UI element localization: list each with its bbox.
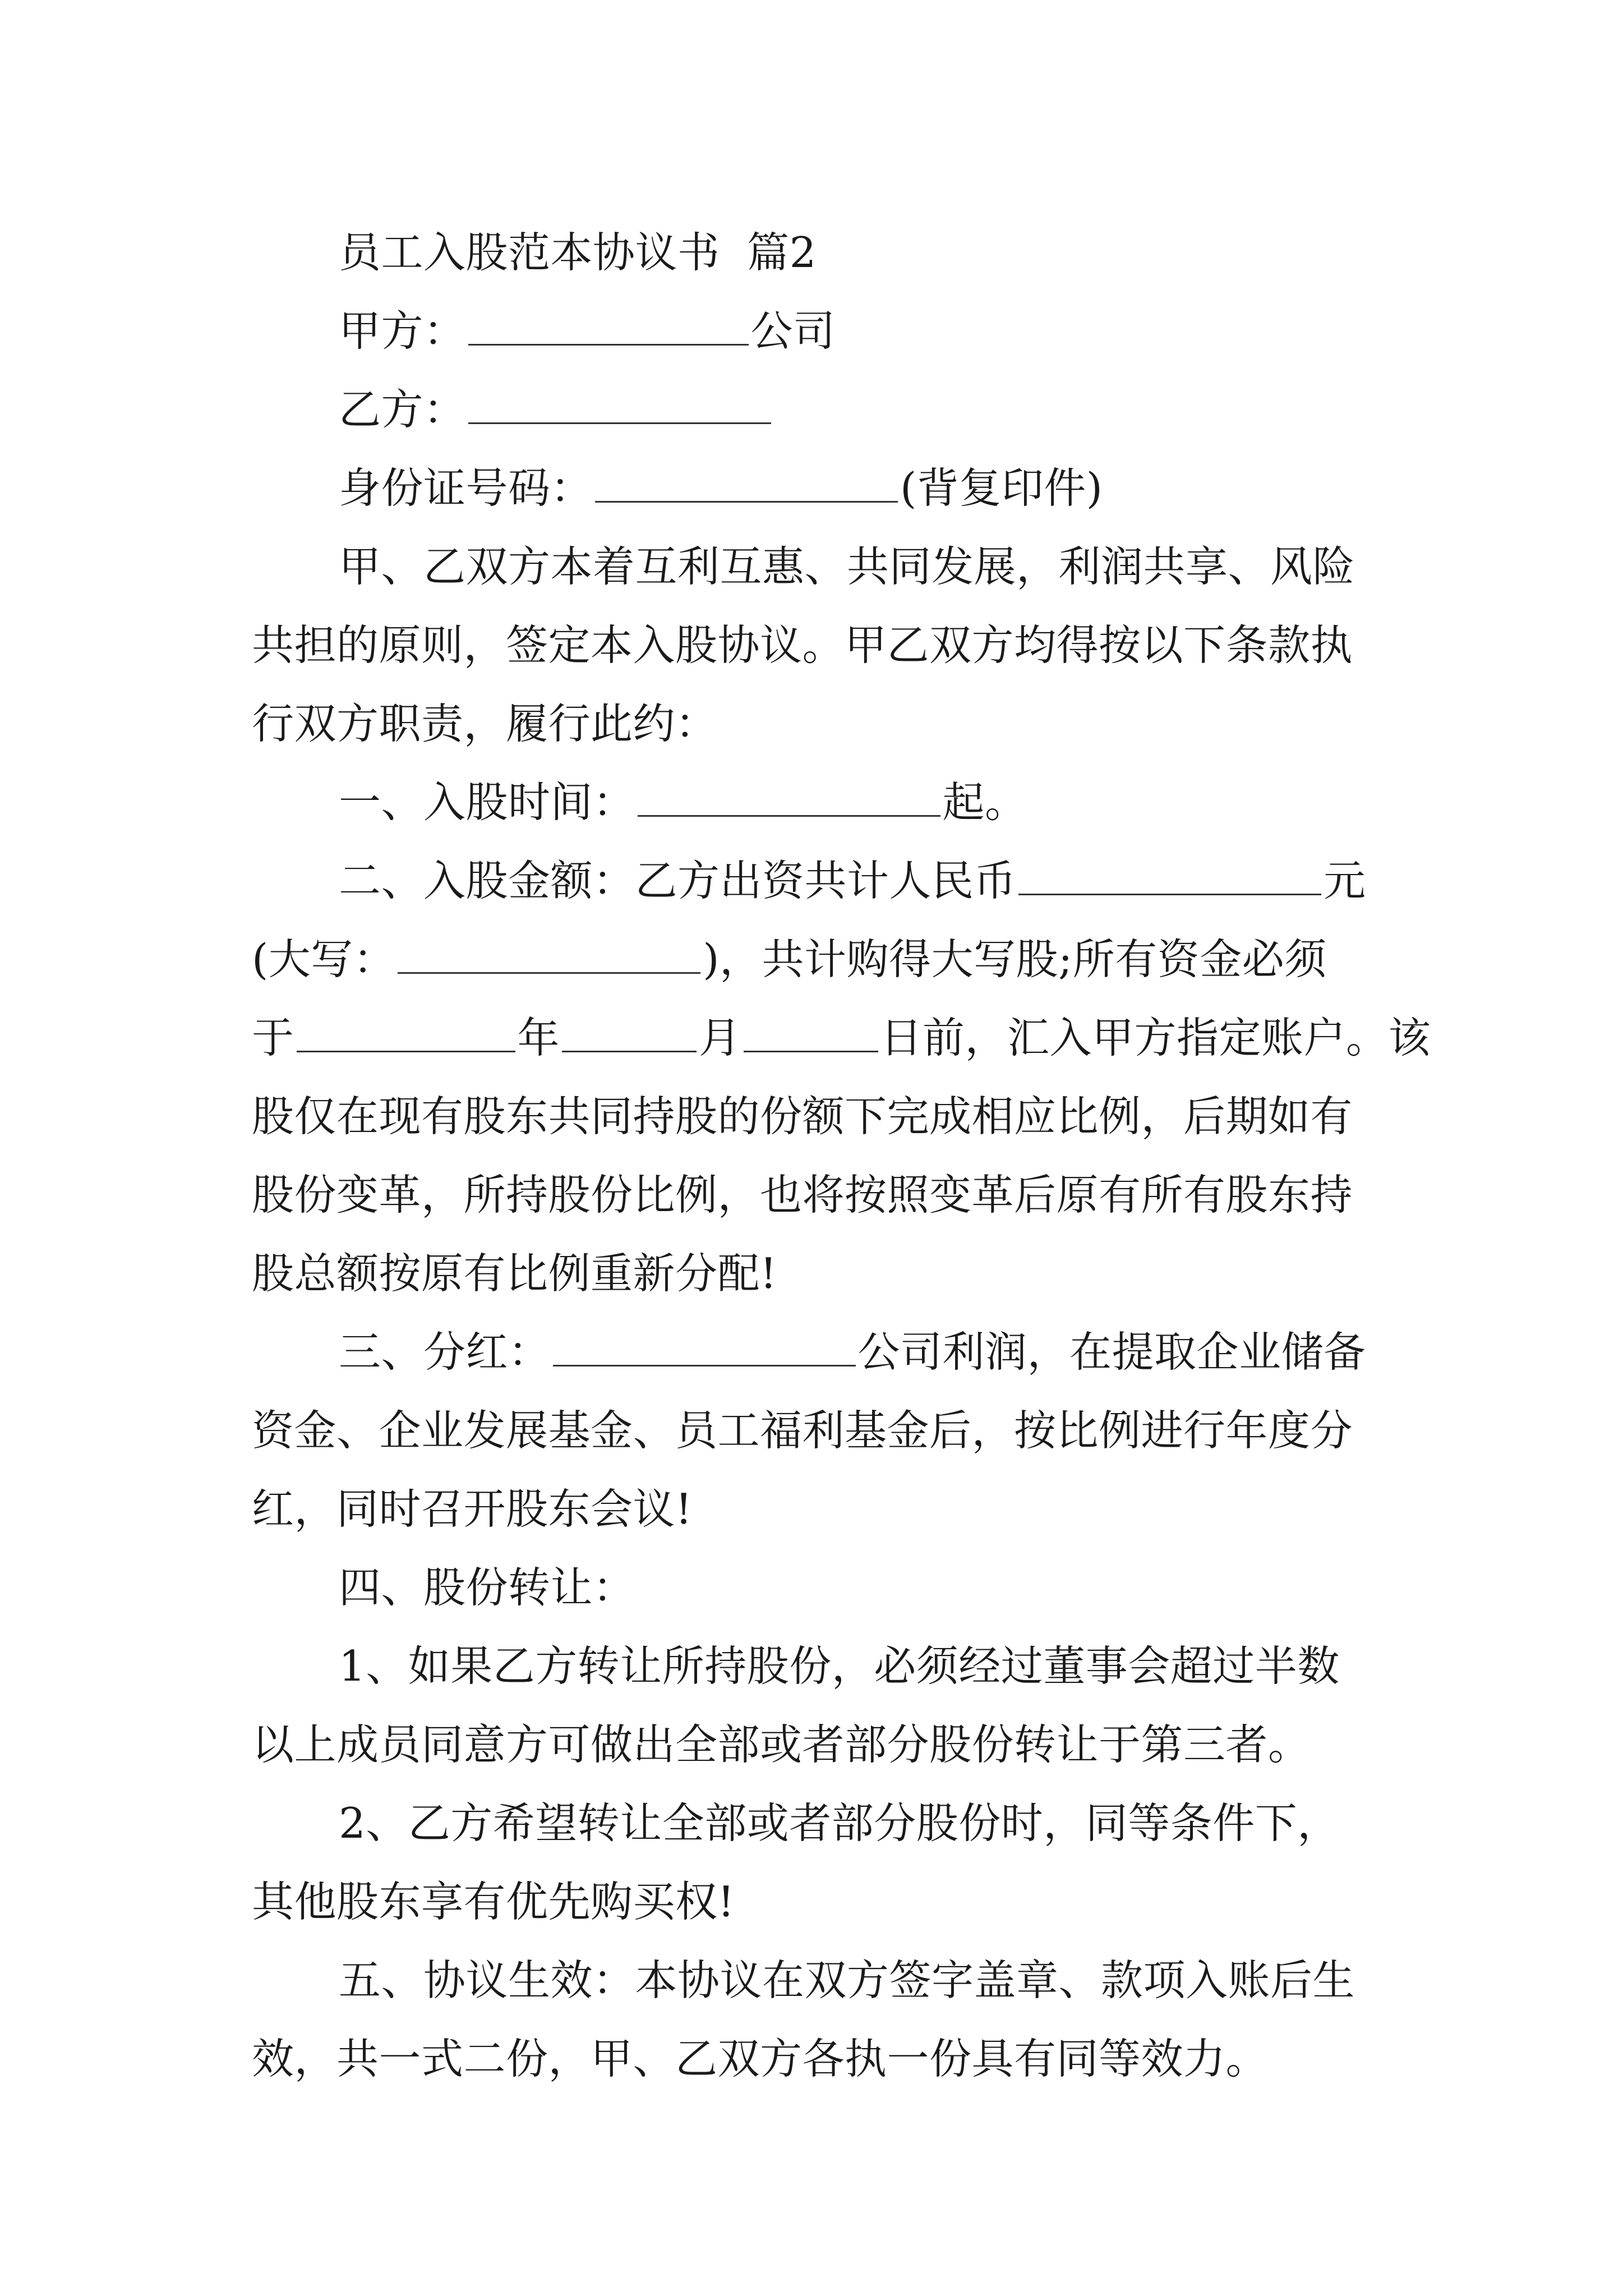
party-a-suffix: 公司 [750, 306, 836, 356]
section-2-line-3 [252, 999, 1431, 1077]
section-3-line-3: 红，同时召开股东会议! [252, 1484, 693, 1534]
party-a-label: 甲方： [339, 306, 466, 356]
section-3-line-2: 资金、企业发展基金、员工福利基金后，按比例进行年度分 [252, 1406, 1353, 1455]
document-title [252, 213, 1390, 292]
id-suffix: (背复印件) [900, 463, 1103, 513]
section-4-2-line-1: 2、乙方希望转让全部或者部分股份时，同等条件下， [339, 1798, 1340, 1848]
section-2-label: 二、入股金额：乙方出资共计人民币 [339, 856, 1017, 905]
party-a-line [252, 292, 1390, 370]
section-3-suffix: 公司利润，在提取企业储备 [857, 1327, 1366, 1377]
section-2-line-6: 股总额按原有比例重新分配! [252, 1249, 777, 1298]
section-2-suffix: 元 [1324, 856, 1366, 905]
section-1-label: 一、入股时间： [339, 777, 635, 827]
date-prefix: 于 [252, 1013, 294, 1062]
dividend-blank[interactable] [553, 1332, 856, 1366]
party-b-line [252, 370, 1390, 449]
id-label: 身份证号码： [339, 463, 593, 513]
section-4-1-line-1: 1、如果乙方转让所持股份，必须经过董事会超过半数 [339, 1641, 1340, 1691]
year-label: 年 [517, 1013, 560, 1062]
amount-blank[interactable] [1018, 861, 1321, 895]
section-3-label: 三、分红： [339, 1327, 551, 1377]
section-2-line-2 [252, 920, 1390, 999]
title-text: 员工入股范本协议书 篇2 [339, 228, 817, 277]
section-4-1-line-2: 以上成员同意方可做出全部或者部分股份转让于第三者。 [252, 1720, 1311, 1769]
section-2-line-4: 股仅在现有股东共同持股的份额下完成相应比例，后期如有 [252, 1092, 1353, 1141]
section-1-line [252, 763, 1390, 841]
month-label: 月 [699, 1013, 741, 1062]
document-page [252, 213, 1431, 2098]
intro-line-2: 共担的原则，签定本入股协议。甲乙双方均得按以下条款执 [252, 620, 1353, 670]
share-date-blank[interactable] [638, 783, 940, 817]
month-blank[interactable] [562, 1018, 697, 1052]
day-blank[interactable] [744, 1018, 878, 1052]
intro-line-3: 行双方职责，履行此约： [252, 699, 718, 748]
party-b-label: 乙方： [339, 385, 466, 434]
amount-capital-blank[interactable] [398, 940, 700, 974]
id-number-blank[interactable] [595, 468, 898, 503]
section-4-title: 四、股份转让： [339, 1563, 635, 1612]
section-2-line-1 [252, 841, 1390, 920]
party-b-blank[interactable] [468, 390, 771, 424]
section-2-line-3-suffix: 日前，汇入甲方指定账户。该 [880, 1013, 1431, 1062]
section-5-line-1: 五、协议生效：本协议在双方签字盖章、款项入账后生 [339, 1955, 1355, 2005]
section-2-line-5: 股份变革，所持股份比例，也将按照变革后原有所有股东持 [252, 1170, 1353, 1220]
section-5-line-2: 效，共一式二份，甲、乙双方各执一份具有同等效力。 [252, 2034, 1269, 2083]
year-blank[interactable] [297, 1018, 515, 1052]
section-4-2-line-2: 其他股东享有优先购买权! [252, 1877, 735, 1926]
party-a-blank[interactable] [468, 311, 749, 346]
section-1-suffix: 起。 [942, 777, 1027, 827]
id-number-line [252, 449, 1390, 527]
section-3-line-1 [252, 1313, 1390, 1391]
intro-line-1: 甲、乙双方本着互利互惠、共同发展，利润共享、风险 [339, 542, 1355, 591]
section-2-line-2-suffix: )，共计购得大写股;所有资金必须 [703, 935, 1327, 984]
amount-capital-label: (大写： [252, 935, 396, 984]
